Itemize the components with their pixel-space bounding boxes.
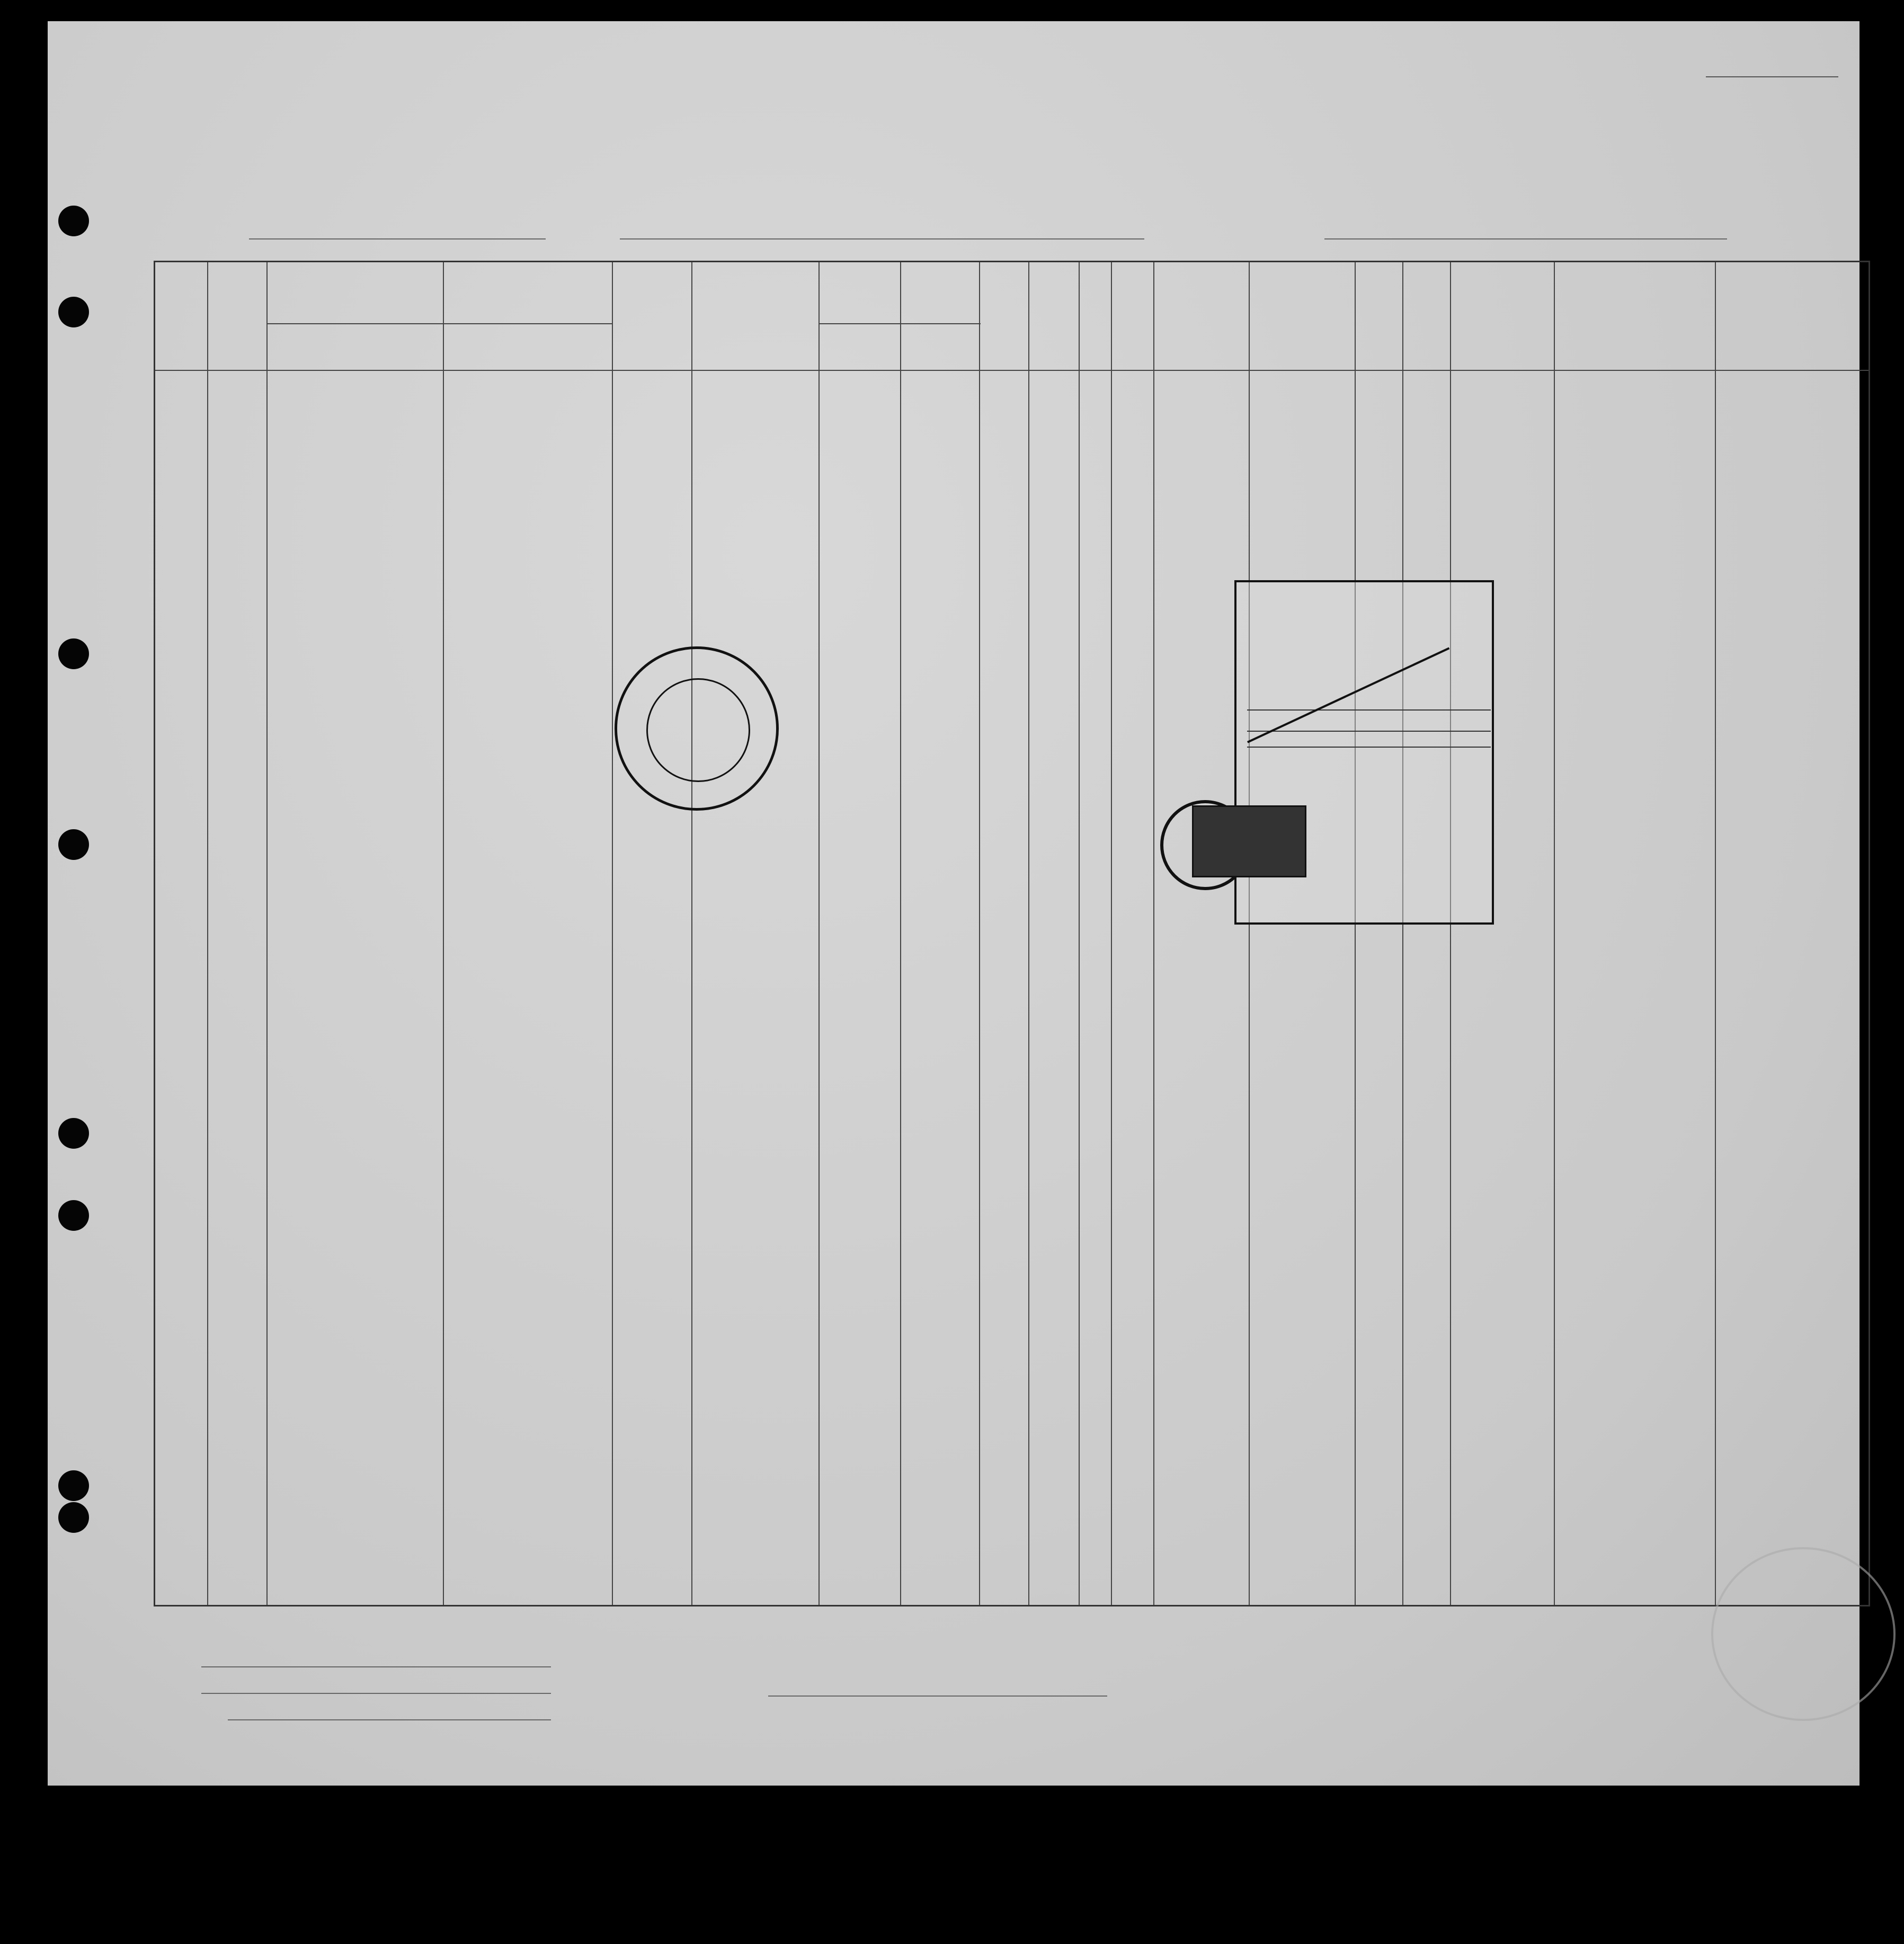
binder-hole <box>58 1118 89 1149</box>
col-11-header <box>1153 273 1249 294</box>
col-15-header <box>1450 273 1554 282</box>
col-3-header <box>266 273 612 282</box>
col-5-header <box>691 273 818 282</box>
binder-hole <box>58 829 89 860</box>
col-10-header <box>1111 273 1153 294</box>
binder-hole <box>58 206 89 236</box>
binder-hole <box>58 297 89 327</box>
col-9-header <box>1079 273 1111 294</box>
admitted-stamp <box>615 646 779 811</box>
crew-table <box>154 261 1870 1606</box>
col-14-header <box>1402 273 1450 294</box>
sheet-number-line <box>1706 76 1838 77</box>
col-8-header <box>1028 273 1079 282</box>
revenue-stamp <box>1192 805 1306 877</box>
binder-hole <box>58 1470 89 1501</box>
binder-hole <box>58 1200 89 1231</box>
binder-hole <box>58 638 89 669</box>
binder-hole <box>58 1502 89 1533</box>
col-12-header <box>1249 273 1355 294</box>
col-4-header <box>612 273 691 282</box>
col-13-header <box>1355 273 1402 294</box>
embossed-seal <box>1711 1547 1896 1721</box>
manifest-sheet <box>48 21 1859 1786</box>
col-6-header <box>818 273 981 282</box>
